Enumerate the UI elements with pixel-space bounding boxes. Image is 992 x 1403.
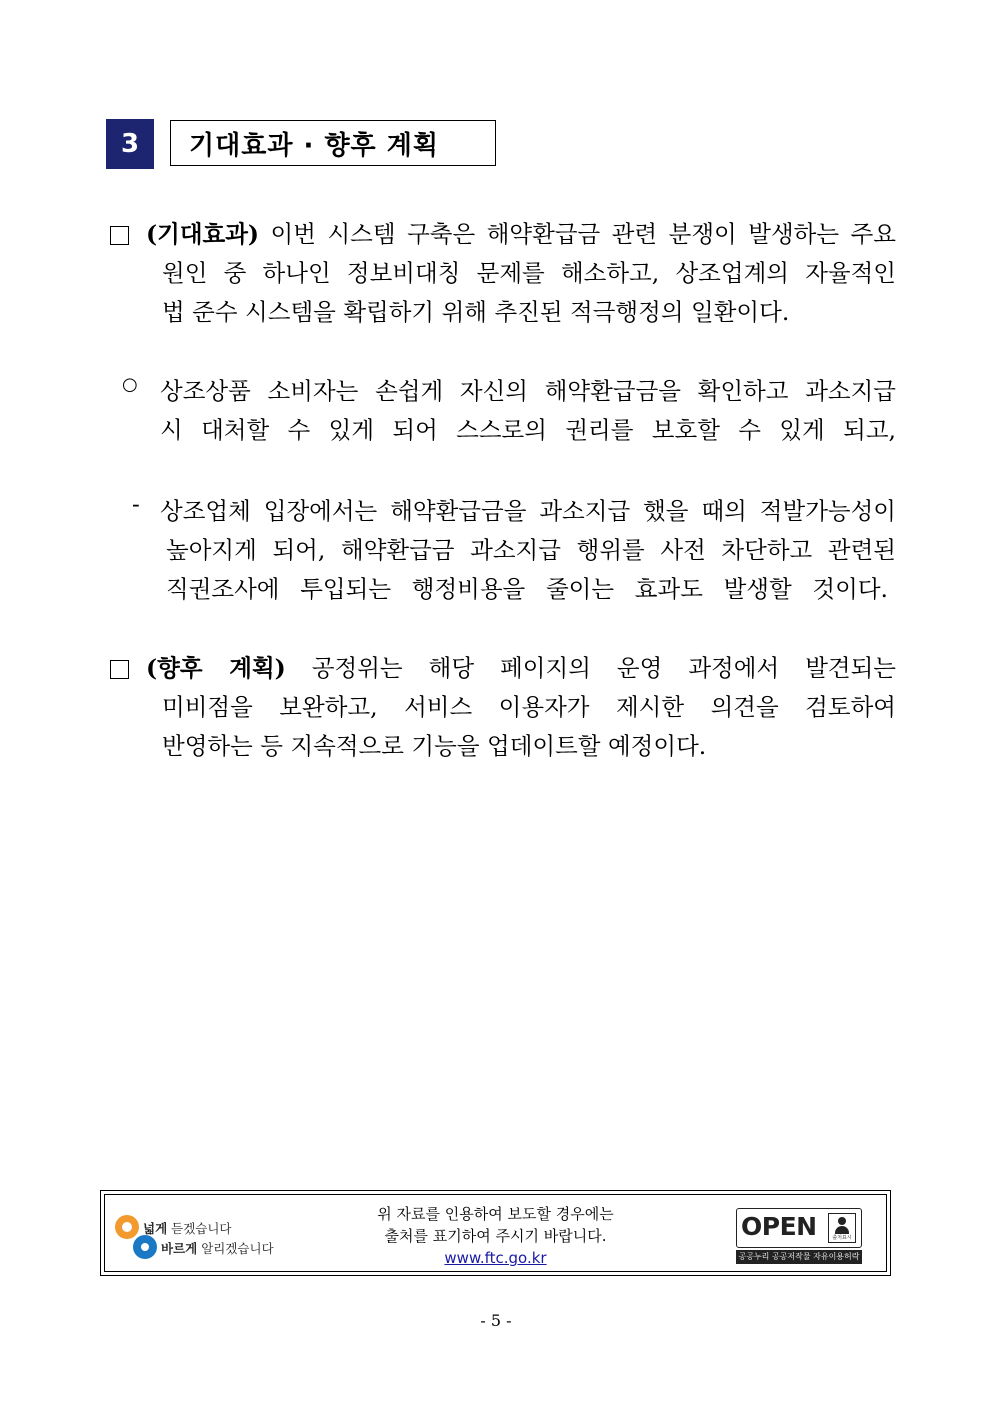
paragraph-line (146, 215, 896, 254)
slogan-line-2 (161, 1239, 274, 1257)
keyword-expected-effects: (기대효과) (146, 220, 260, 248)
paragraph-business (160, 492, 896, 531)
paragraph-consumer (160, 372, 896, 450)
square-bullet-icon (110, 660, 129, 679)
open-word: OPEN (741, 1212, 817, 1241)
paragraph-expected-effects (146, 215, 896, 254)
attribution-badge-label: 출처표시 (832, 1235, 852, 1241)
ftc-website-link[interactable]: www.ftc.go.kr (444, 1249, 547, 1267)
section-title: 기대효과 · 향후 계획 (170, 120, 496, 166)
ftc-slogan-logo (115, 1213, 285, 1261)
paragraph-line: 미비점을 보완하고, 서비스 이용자가 제시한 의견을 검토하여 (162, 693, 896, 721)
section-number: 3 (106, 119, 154, 169)
dash-bullet-icon: - (132, 492, 140, 518)
paragraph-line: 반영하는 등 지속적으로 기능을 업데이트할 예정이다. (162, 732, 707, 760)
paragraph-future-plan-cont (162, 688, 896, 766)
open-logo-caption: 공공누리 공공저작물 자유이용허락 (736, 1250, 862, 1264)
open-logo-frame (736, 1208, 862, 1248)
slogan-1-rest: 듣겠습니다 (167, 1221, 232, 1236)
circle-bullet-icon: ○ (122, 374, 138, 395)
paragraph-line: 상조상품 소비자는 손쉽게 자신의 해약환급금을 확인하고 과소지급 (160, 377, 896, 405)
page-number: - 5 - (480, 1311, 512, 1330)
slogan-2-bold: 바르게 (161, 1241, 198, 1256)
footer-inner-frame (104, 1194, 887, 1272)
kogl-open-logo (736, 1208, 862, 1264)
person-body-icon (835, 1226, 849, 1234)
slogan-line-1 (143, 1219, 232, 1237)
slogan-2-rest: 알리겠습니다 (197, 1241, 274, 1256)
paragraph-line (146, 649, 896, 688)
speak-icon (133, 1235, 157, 1259)
slogan-1-bold: 넓게 (143, 1221, 168, 1236)
paragraph-expected-effects-cont (162, 254, 896, 332)
paragraph-line: 원인 중 하나인 정보비대칭 문제를 해소하고, 상조업계의 자율적인 (162, 259, 896, 287)
paragraph-business-cont (166, 531, 896, 609)
paragraph-line: 법 준수 시스템을 확립하기 위해 추진된 적극행정의 일환이다. (162, 298, 790, 326)
notice-line-1: 위 자료를 인용하여 보도할 경우에는 (377, 1205, 614, 1223)
keyword-future-plan: (향후 계획) (146, 654, 286, 682)
footer-notice (345, 1203, 646, 1269)
square-bullet-icon (110, 226, 129, 245)
paragraph-text: 이번 시스템 구축은 해약환급금 관련 분쟁이 발생하는 주요 (259, 220, 896, 248)
paragraph-future-plan (146, 649, 896, 688)
paragraph-line: 직권조사에 투입되는 행정비용을 줄이는 효과도 발생할 것이다. (166, 575, 888, 603)
attribution-badge-icon (828, 1213, 856, 1243)
paragraph-line: 시 대처할 수 있게 되어 스스로의 권리를 보호할 수 있게 되고, (160, 416, 896, 444)
listen-icon (115, 1215, 139, 1239)
paragraph-line: 상조업체 입장에서는 해약환급금을 과소지급 했을 때의 적발가능성이 (160, 497, 896, 525)
footer-notice-box (100, 1190, 891, 1276)
paragraph-text: 공정위는 해당 페이지의 운영 과정에서 발견되는 (285, 654, 896, 682)
notice-line-2: 출처를 표기하여 주시기 바랍니다. (384, 1227, 607, 1245)
paragraph-line: 높아지게 되어, 해약환급금 과소지급 행위를 사전 차단하고 관련된 (166, 536, 896, 564)
person-head-icon (838, 1217, 846, 1225)
